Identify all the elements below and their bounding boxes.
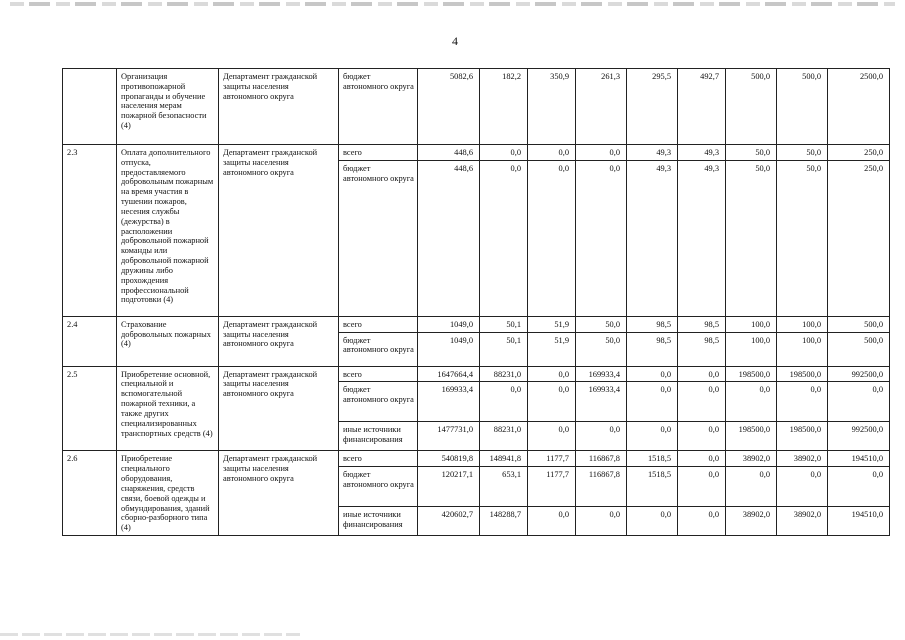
row-number: 2.4 — [63, 316, 117, 366]
amount-cell: 0,0 — [726, 382, 777, 422]
amount-cell: 492,7 — [678, 69, 726, 145]
amount-cell: 540819,8 — [418, 451, 480, 467]
row-number: 2.6 — [63, 451, 117, 536]
table-row — [63, 316, 890, 332]
amount-cell: 50,0 — [777, 160, 828, 316]
amount-cell: 0,0 — [678, 366, 726, 382]
amount-cell: 198500,0 — [777, 366, 828, 382]
amount-cell: 2500,0 — [828, 69, 890, 145]
amount-cell: 38902,0 — [726, 507, 777, 536]
amount-cell: 0,0 — [828, 382, 890, 422]
amount-cell: 1177,7 — [528, 467, 576, 507]
responsible-department: Департамент гражданской защиты населения автономного округа — [219, 145, 339, 317]
amount-cell: 0,0 — [576, 422, 627, 451]
amount-cell: 169933,4 — [576, 382, 627, 422]
row-number — [63, 69, 117, 145]
amount-cell: 116867,8 — [576, 467, 627, 507]
amount-cell: 653,1 — [480, 467, 528, 507]
amount-cell: 169933,4 — [576, 366, 627, 382]
amount-cell: 1477731,0 — [418, 422, 480, 451]
amount-cell: 100,0 — [777, 316, 828, 332]
amount-cell: 295,5 — [627, 69, 678, 145]
responsible-department: Департамент гражданской защиты населения автономного округа — [219, 316, 339, 366]
amount-cell: 0,0 — [726, 467, 777, 507]
amount-cell: 0,0 — [678, 422, 726, 451]
amount-cell: 51,9 — [528, 332, 576, 366]
amount-cell: 198500,0 — [726, 422, 777, 451]
amount-cell: 50,0 — [726, 145, 777, 161]
amount-cell: 0,0 — [627, 382, 678, 422]
amount-cell: 194510,0 — [828, 507, 890, 536]
funding-source: бюджет автономного округа — [339, 160, 418, 316]
amount-cell: 0,0 — [528, 366, 576, 382]
funding-source: всего — [339, 316, 418, 332]
amount-cell: 100,0 — [726, 332, 777, 366]
amount-cell: 50,0 — [576, 316, 627, 332]
amount-cell: 0,0 — [627, 507, 678, 536]
amount-cell: 194510,0 — [828, 451, 890, 467]
table-row — [63, 366, 890, 382]
amount-cell: 0,0 — [480, 145, 528, 161]
amount-cell: 350,9 — [528, 69, 576, 145]
amount-cell: 0,0 — [678, 382, 726, 422]
table-row — [63, 451, 890, 467]
amount-cell: 992500,0 — [828, 366, 890, 382]
amount-cell: 0,0 — [528, 145, 576, 161]
amount-cell: 1177,7 — [528, 451, 576, 467]
funding-source: всего — [339, 366, 418, 382]
row-number: 2.5 — [63, 366, 117, 451]
amount-cell: 0,0 — [480, 160, 528, 316]
amount-cell: 49,3 — [627, 160, 678, 316]
amount-cell: 500,0 — [828, 316, 890, 332]
amount-cell: 5082,6 — [418, 69, 480, 145]
program-table — [62, 68, 890, 536]
responsible-department: Департамент гражданской защиты населения автономного округа — [219, 451, 339, 536]
amount-cell: 448,6 — [418, 145, 480, 161]
amount-cell: 50,0 — [777, 145, 828, 161]
funding-source: бюджет автономного округа — [339, 382, 418, 422]
amount-cell: 49,3 — [627, 145, 678, 161]
amount-cell: 98,5 — [678, 332, 726, 366]
amount-cell: 38902,0 — [726, 451, 777, 467]
amount-cell: 992500,0 — [828, 422, 890, 451]
amount-cell: 198500,0 — [777, 422, 828, 451]
measure-name: Страхование добровольных пожарных (4) — [117, 316, 219, 366]
amount-cell: 0,0 — [528, 160, 576, 316]
amount-cell: 500,0 — [828, 332, 890, 366]
funding-source: всего — [339, 145, 418, 161]
amount-cell: 49,3 — [678, 145, 726, 161]
amount-cell: 448,6 — [418, 160, 480, 316]
funding-source: всего — [339, 451, 418, 467]
table-row — [63, 69, 890, 145]
amount-cell: 182,2 — [480, 69, 528, 145]
amount-cell: 148288,7 — [480, 507, 528, 536]
amount-cell: 198500,0 — [726, 366, 777, 382]
amount-cell: 0,0 — [576, 145, 627, 161]
amount-cell: 0,0 — [480, 382, 528, 422]
amount-cell: 0,0 — [627, 366, 678, 382]
amount-cell: 148941,8 — [480, 451, 528, 467]
measure-name: Оплата дополнительного отпуска, предоставляемого добровольным пожарным на время участия в тушении пожаров, несения службы (дежурства) в расположении добровольной пожарной команды или добровольной пожарной дружины либо прохождения профессиональной подготовки (4) — [117, 145, 219, 317]
amount-cell: 0,0 — [777, 382, 828, 422]
funding-source: иные источники финансирования — [339, 422, 418, 451]
amount-cell: 98,5 — [627, 316, 678, 332]
amount-cell: 98,5 — [627, 332, 678, 366]
amount-cell: 0,0 — [777, 467, 828, 507]
amount-cell: 0,0 — [678, 507, 726, 536]
amount-cell: 1647664,4 — [418, 366, 480, 382]
amount-cell: 420602,7 — [418, 507, 480, 536]
amount-cell: 38902,0 — [777, 451, 828, 467]
responsible-department: Департамент гражданской защиты населения автономного округа — [219, 69, 339, 145]
amount-cell: 0,0 — [678, 467, 726, 507]
amount-cell: 50,0 — [576, 332, 627, 366]
amount-cell: 0,0 — [627, 422, 678, 451]
amount-cell: 500,0 — [777, 69, 828, 145]
funding-source: бюджет автономного округа — [339, 69, 418, 145]
amount-cell: 116867,8 — [576, 451, 627, 467]
scan-edge-bottom — [0, 633, 300, 636]
amount-cell: 0,0 — [528, 382, 576, 422]
amount-cell: 120217,1 — [418, 467, 480, 507]
amount-cell: 0,0 — [528, 507, 576, 536]
amount-cell: 50,0 — [726, 160, 777, 316]
amount-cell: 51,9 — [528, 316, 576, 332]
amount-cell: 500,0 — [726, 69, 777, 145]
scan-edge-top — [10, 2, 895, 6]
amount-cell: 0,0 — [576, 507, 627, 536]
row-number: 2.3 — [63, 145, 117, 317]
amount-cell: 100,0 — [777, 332, 828, 366]
measure-name: Организация противопожарной пропаганды и обучение населения мерам пожарной безопасности (4) — [117, 69, 219, 145]
measure-name: Приобретение основной, специальной и вспомогательной пожарной техники, а также других специализированных транспортных средств (4) — [117, 366, 219, 451]
amount-cell: 1049,0 — [418, 332, 480, 366]
amount-cell: 38902,0 — [777, 507, 828, 536]
amount-cell: 50,1 — [480, 316, 528, 332]
page-number: 4 — [452, 34, 458, 48]
amount-cell: 1518,5 — [627, 451, 678, 467]
amount-cell: 88231,0 — [480, 366, 528, 382]
amount-cell: 261,3 — [576, 69, 627, 145]
amount-cell: 50,1 — [480, 332, 528, 366]
amount-cell: 0,0 — [828, 467, 890, 507]
amount-cell: 169933,4 — [418, 382, 480, 422]
amount-cell: 100,0 — [726, 316, 777, 332]
amount-cell: 1049,0 — [418, 316, 480, 332]
amount-cell: 88231,0 — [480, 422, 528, 451]
amount-cell: 250,0 — [828, 145, 890, 161]
table-row — [63, 145, 890, 161]
amount-cell: 98,5 — [678, 316, 726, 332]
amount-cell: 49,3 — [678, 160, 726, 316]
amount-cell: 0,0 — [528, 422, 576, 451]
amount-cell: 1518,5 — [627, 467, 678, 507]
amount-cell: 250,0 — [828, 160, 890, 316]
responsible-department: Департамент гражданской защиты населения автономного округа — [219, 366, 339, 451]
measure-name: Приобретение специального оборудования, снаряжения, средств связи, боевой одежды и обмундирования, зданий сборно-разборного типа (4) — [117, 451, 219, 536]
funding-source: бюджет автономного округа — [339, 467, 418, 507]
funding-source: иные источники финансирования — [339, 507, 418, 536]
amount-cell: 0,0 — [576, 160, 627, 316]
amount-cell: 0,0 — [678, 451, 726, 467]
funding-source: бюджет автономного округа — [339, 332, 418, 366]
